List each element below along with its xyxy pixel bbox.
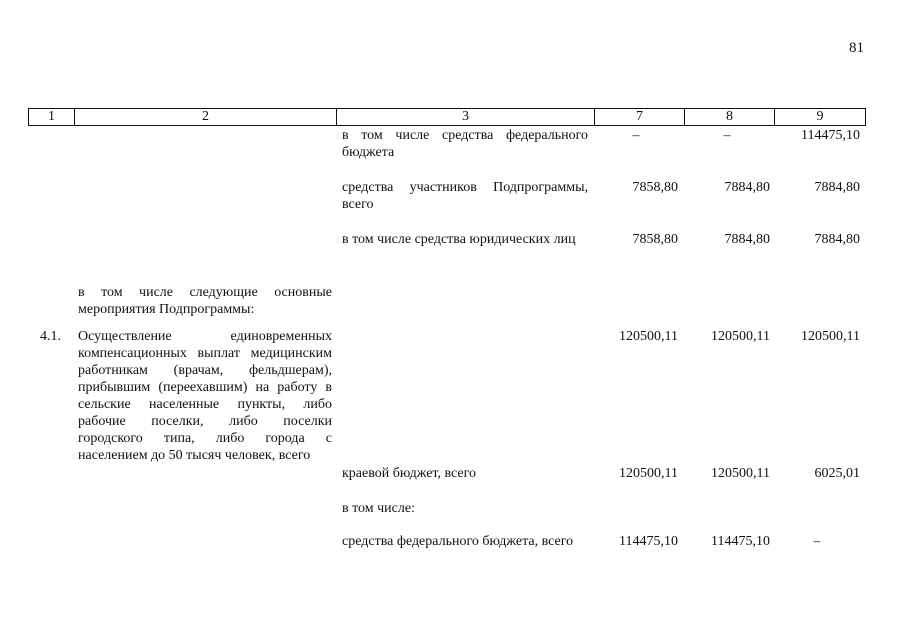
- column-header-9: 9: [816, 109, 824, 124]
- value-col-7: 114475,10: [619, 534, 678, 549]
- value-col-8: 114475,10: [711, 534, 770, 549]
- value-col-7: –: [632, 128, 640, 143]
- column-header-8: 8: [685, 109, 775, 125]
- value-col-9: 114475,10: [801, 128, 860, 143]
- activity-name: в том числе следующие основные мероприятия Подпрограммы:: [78, 285, 332, 317]
- value-col-9: 7884,80: [814, 180, 860, 195]
- value-col-9: –: [813, 534, 821, 549]
- value-col-7: 7858,80: [632, 180, 678, 195]
- column-header-3: 3: [337, 109, 595, 125]
- funding-source: краевой бюджет, всего: [342, 466, 477, 481]
- funding-source: в том числе:: [342, 501, 415, 516]
- funding-source: средства федерального бюджета, всего: [342, 534, 574, 549]
- funding-source: в том числе средства федерального бюджета: [342, 128, 588, 160]
- column-header-2: 2: [75, 109, 337, 125]
- column-header-1: 1: [29, 109, 75, 125]
- table-header: [28, 108, 866, 126]
- value-col-7: 120500,11: [619, 329, 678, 344]
- funding-source: в том числе средства юридических лиц: [342, 232, 576, 247]
- value-col-8: 7884,80: [724, 232, 770, 247]
- page-number: 81: [849, 40, 864, 56]
- value-col-9: 6025,01: [814, 466, 860, 481]
- value-col-8: 120500,11: [711, 466, 770, 481]
- value-col-8: 7884,80: [724, 180, 770, 195]
- value-col-7: 120500,11: [619, 466, 678, 481]
- value-col-9: 7884,80: [814, 232, 860, 247]
- value-col-8: –: [723, 128, 731, 143]
- column-header-7: 7: [595, 109, 685, 125]
- activity-name: Осуществление единовременных компенсационных выплат медицинским работникам (врачам, фельдшерам), прибывшим (переехавшим) на работу в сельские населенные пункты, либо рабочие поселки, либо поселки городского типа, либо города с населением до 50 тысяч человек, всего: [78, 329, 332, 463]
- value-col-9: 120500,11: [801, 329, 860, 344]
- item-number: 4.1.: [40, 329, 61, 344]
- funding-source: средства участников Подпрограммы, всего: [342, 180, 588, 212]
- value-col-7: 7858,80: [632, 232, 678, 247]
- value-col-8: 120500,11: [711, 329, 770, 344]
